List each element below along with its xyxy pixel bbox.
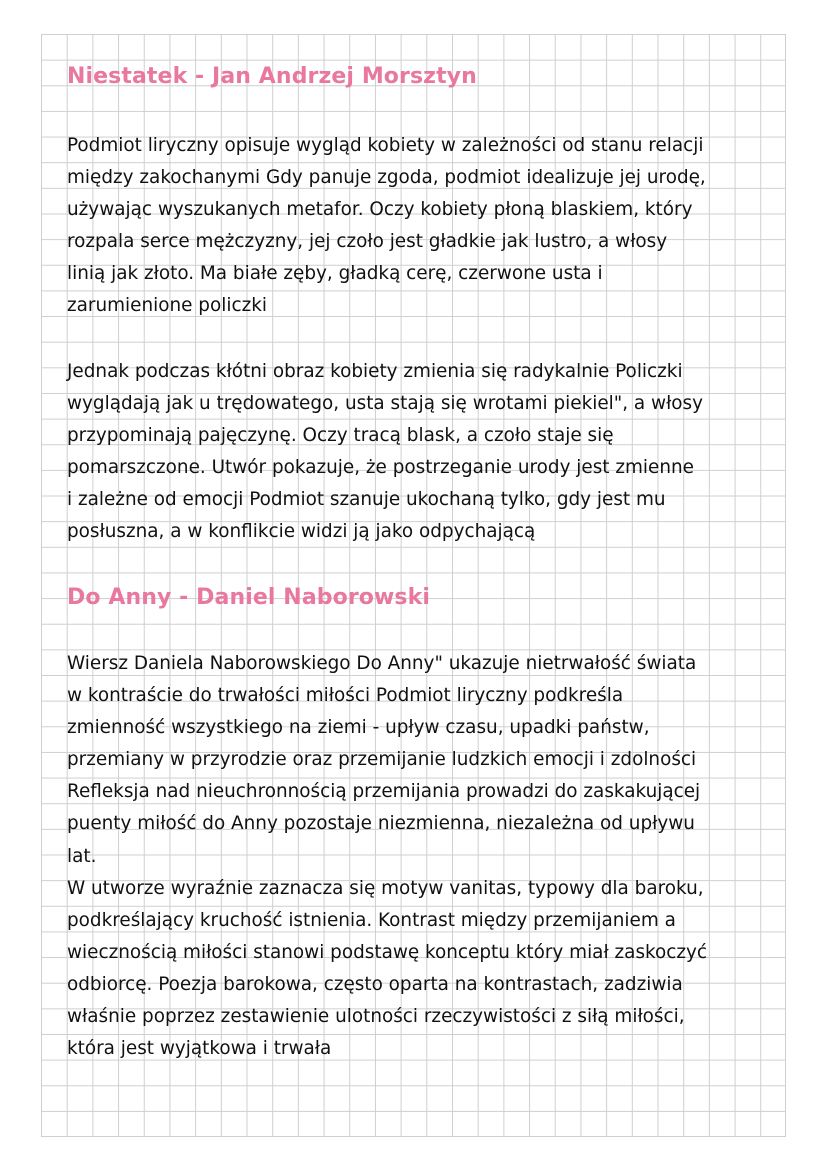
section-title-do-anny: Do Anny - Daniel Naborowski xyxy=(67,585,430,610)
section-title-niestatek: Niestatek - Jan Andrzej Morsztyn xyxy=(67,64,477,89)
text-line: używając wyszukanych metafor. Oczy kobiety płoną blaskiem, który xyxy=(67,199,693,221)
text-line: posłuszna, a w konflikcie widzi ją jako odpychającą xyxy=(67,521,536,543)
text-line: i zależne od emocji Podmiot szanuje ukochaną tylko, gdy jest mu xyxy=(67,489,666,511)
text-line: odbiorcę. Poezja barokowa, często oparta na kontrastach, zadziwia xyxy=(67,973,683,995)
paragraph-niestatek-1 xyxy=(67,130,792,323)
text-line: podkreślający kruchość istnienia. Kontrast między przemijaniem a xyxy=(67,909,676,931)
text-line: przypominają pajęczynę. Oczy tracą blask, a czoło staje się xyxy=(67,425,614,447)
paragraph-niestatek-2 xyxy=(67,356,792,549)
text-line: właśnie poprzez zestawienie ulotności rzeczywistości z siłą miłości, xyxy=(67,1006,685,1028)
text-line: między zakochanymi Gdy panuje zgoda, podmiot idealizuje jej urodę, xyxy=(67,167,706,189)
paragraph-do-anny xyxy=(67,648,792,1065)
text-line: Refleksja nad nieuchronnością przemijania prowadzi do zaskakującej xyxy=(67,781,701,803)
text-line: puenty miłość do Anny pozostaje niezmienna, niezależna od upływu xyxy=(67,813,695,835)
text-line: Podmiot liryczny opisuje wygląd kobiety w zależności od stanu relacji xyxy=(67,135,704,156)
text-line: Wiersz Daniela Naborowskiego Do Anny" ukazuje nietrwałość świata xyxy=(67,653,697,674)
text-line: przemiany w przyrodzie oraz przemijanie ludzkich emocji i zdolności xyxy=(67,749,697,771)
text-line: wyglądają jak u trędowatego, usta stają się wrotami piekiel", a włosy xyxy=(67,393,704,415)
text-line: pomarszczone. Utwór pokazuje, że postrzeganie urody jest zmienne xyxy=(67,457,694,479)
text-line: w kontraście do trwałości miłości Podmiot liryczny podkreśla xyxy=(67,685,624,707)
text-line: wiecznością miłości stanowi podstawę konceptu który miał zaskoczyć xyxy=(67,941,708,963)
text-line: zmienność wszystkiego na ziemi - upływ czasu, upadki państw, xyxy=(67,717,650,739)
text-line: linią jak złoto. Ma białe zęby, gładką cerę, czerwone usta i xyxy=(67,263,603,285)
text-line: lat. xyxy=(67,845,97,867)
text-line: rozpala serce mężczyzny, jej czoło jest gładkie jak lustro, a włosy xyxy=(67,231,668,253)
text-line: Jednak podczas kłótni obraz kobiety zmienia się radykalnie Policzki xyxy=(67,361,683,382)
text-line: zarumienione policzki xyxy=(67,295,267,317)
text-line: W utworze wyraźnie zaznacza się motyw vanitas, typowy dla baroku, xyxy=(67,877,704,899)
text-line: która jest wyjątkowa i trwała xyxy=(67,1038,332,1060)
